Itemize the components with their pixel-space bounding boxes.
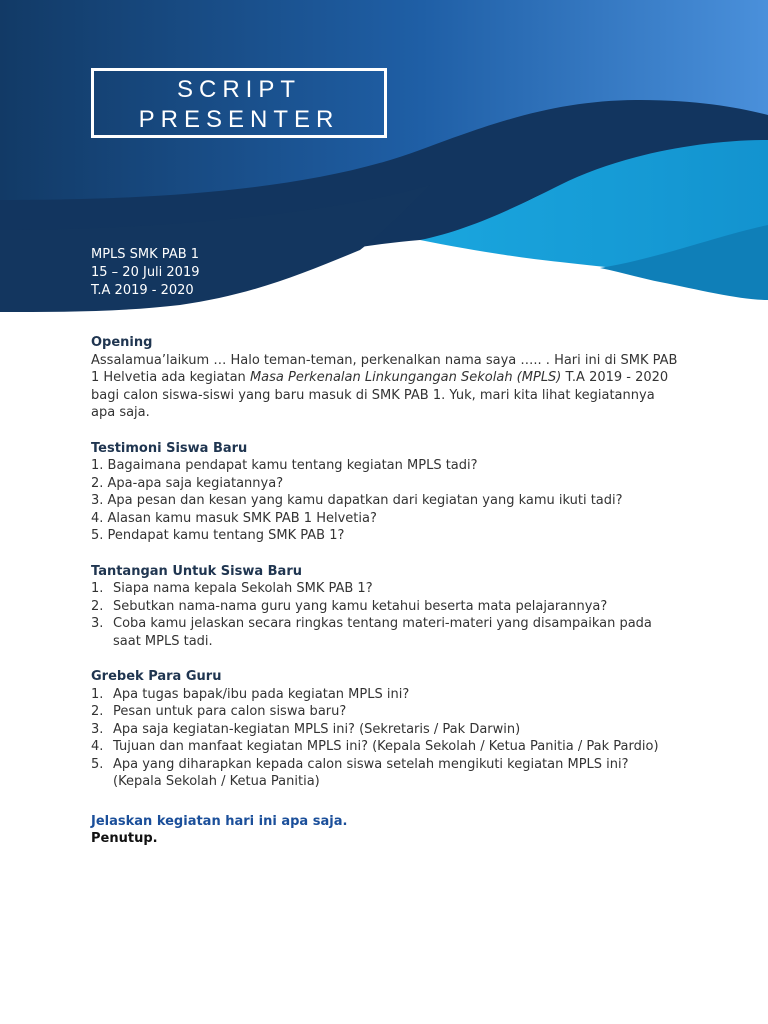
list-number: 1. [91,686,104,702]
list-item [91,738,681,756]
list-text: Apa yang diharapkan kepada calon siswa setelah mengikuti kegiatan MPLS ini? (Kepala Sekolah / Ketua Panitia) [113,756,629,789]
list-text: Sebutkan nama-nama guru yang kamu ketahui beserta mata pelajarannya? [113,598,608,614]
opening-text-italic: Masa Perkenalan Linkungangan Sekolah (MPLS) [249,370,562,385]
event-info [91,246,200,300]
list-item: 1. Bagaimana pendapat kamu tentang kegiatan MPLS tadi? [91,458,478,473]
list-number: 2. [91,598,104,614]
list-number: 2. [91,704,104,719]
testimoni-heading: Testimoni Siswa Baru [91,440,248,456]
section-grebek [91,668,681,791]
list-item [91,686,681,704]
closing-penutup: Penutup. [91,831,158,846]
title-box [91,68,387,138]
title-line1: SCRIPT [176,76,301,103]
opening-paragraph [91,352,681,422]
event-dates: 15 – 20 Juli 2019 [91,265,200,280]
section-opening [91,334,681,422]
list-item [91,580,681,598]
list-item: 2. Apa-apa saja kegiatannya? [91,475,284,491]
event-name: MPLS SMK PAB 1 [91,247,200,262]
list-number: 5. [91,756,104,772]
closing-instruction: Jelaskan kegiatan hari ini apa saja. [91,813,348,829]
list-text: Apa saja kegiatan-kegiatan MPLS ini? (Sekretaris / Pak Darwin) [113,721,521,737]
opening-text-before: Assalamua’laikum … Halo teman-teman, perkenalkan nama saya ….. . Hari ini di SMK PAB 1 Helvetia ada kegiatan [91,352,678,385]
list-item [91,756,681,791]
list-number: 3. [91,616,104,631]
list-text: Coba kamu jelaskan secara ringkas tentang materi-materi yang disampaikan pada saat MPLS tadi. [113,616,652,649]
list-item [91,721,681,739]
testimoni-list [91,457,681,545]
list-item: 4. Alasan kamu masuk SMK PAB 1 Helvetia? [91,510,377,526]
script-content [91,334,681,848]
section-testimoni [91,440,681,545]
list-item: 3. Apa pesan dan kesan yang kamu dapatkan dari kegiatan yang kamu ikuti tadi? [91,493,623,508]
tantangan-heading: Tantangan Untuk Siswa Baru [91,563,302,579]
list-text: Tujuan dan manfaat kegiatan MPLS ini? (Kepala Sekolah / Ketua Panitia / Pak Pardio) [113,739,659,754]
opening-text-after: T.A 2019 - 2020 bagi calon siswa-siswi yang baru masuk di SMK PAB 1. Yuk, mari kita lihat kegiatannya apa saja. [91,370,669,420]
opening-heading: Opening [91,335,153,350]
list-text: Pesan untuk para calon siswa baru? [113,704,347,719]
list-item [91,703,681,721]
event-academic-year: T.A 2019 - 2020 [91,283,194,298]
list-number: 4. [91,739,104,754]
tantangan-list [91,580,681,650]
list-item: 5. Pendapat kamu tentang SMK PAB 1? [91,528,345,543]
list-text: Siapa nama kepala Sekolah SMK PAB 1? [113,581,373,596]
section-tantangan [91,563,681,651]
list-number: 3. [91,721,104,737]
list-text: Apa tugas bapak/ibu pada kegiatan MPLS ini? [113,686,410,702]
list-item [91,615,681,650]
list-item [91,598,681,616]
list-number: 1. [91,581,104,596]
grebek-list [91,686,681,791]
title-line2: PRESENTER [138,106,340,133]
grebek-heading: Grebek Para Guru [91,669,222,684]
